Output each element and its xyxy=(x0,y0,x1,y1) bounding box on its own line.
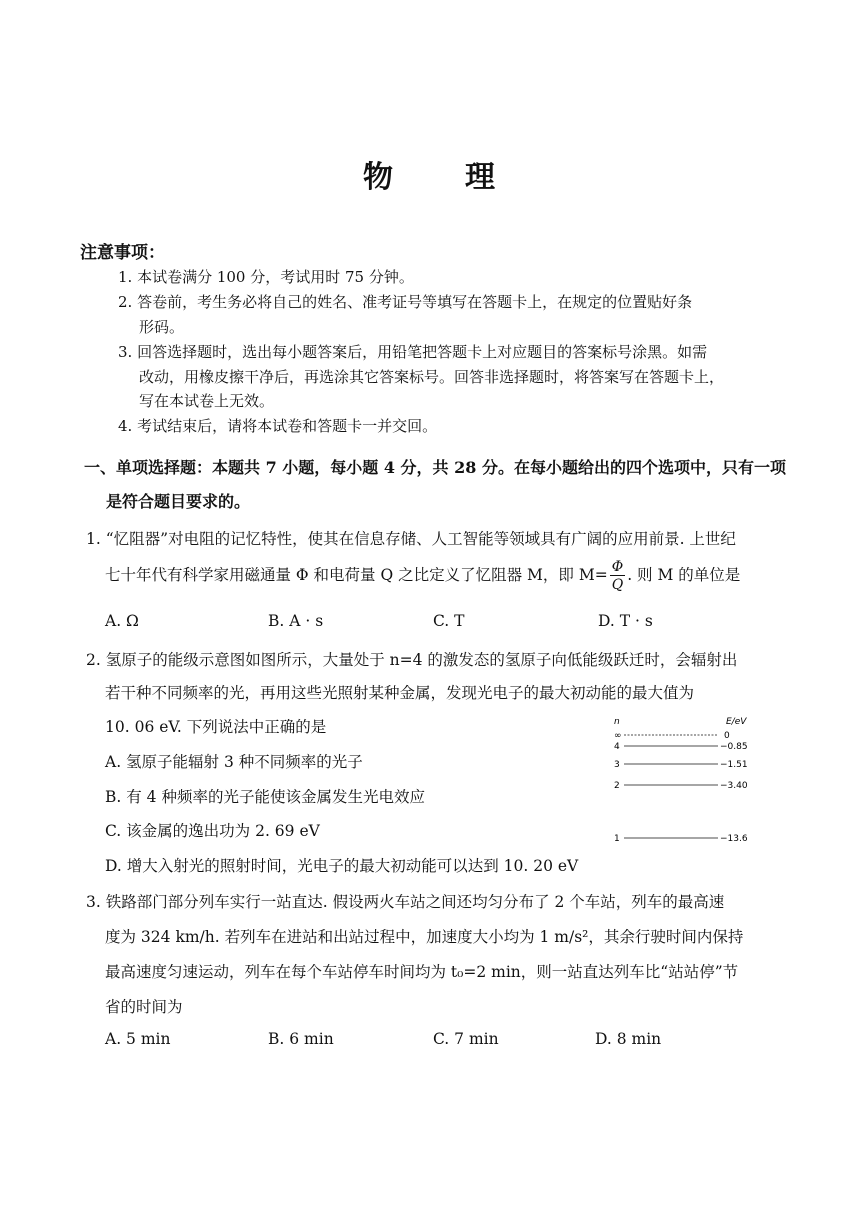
q1-option-a: A. Ω xyxy=(105,612,139,630)
q2-option-a: A. 氢原子能辐射 3 种不同频率的光子 xyxy=(105,753,363,771)
q1-option-c: C. T xyxy=(433,612,465,630)
level-1-n: 1 xyxy=(614,834,620,844)
notice-item-3-cont2: 写在本试卷上无效。 xyxy=(139,392,275,410)
notice-heading: 注意事项： xyxy=(80,243,165,263)
diagram-e-label: E/eV xyxy=(726,717,747,727)
energy-level-diagram xyxy=(606,713,766,853)
diagram-n-label: n xyxy=(614,717,620,727)
q1-frac-den: Q xyxy=(611,577,624,593)
level-1-e: −13.6 xyxy=(720,834,748,844)
q1-stem-post: . 则 M 的单位是 xyxy=(627,566,741,584)
q2-option-c: C. 该金属的逸出功为 2. 69 eV xyxy=(105,822,320,840)
q3-stem-line1: 3. 铁路部门部分列车实行一站直达. 假设两火车站之间还均匀分布了 2 个车站，列车的最高速 xyxy=(86,893,725,911)
level-inf-e: 0 xyxy=(724,731,730,741)
q2-option-b: B. 有 4 种频率的光子能使该金属发生光电效应 xyxy=(105,788,425,806)
q1-fraction xyxy=(610,560,625,592)
section-1-heading-cont: 是符合题目要求的。 xyxy=(106,492,251,511)
q1-option-b: B. A · s xyxy=(268,612,324,630)
q3-option-b: B. 6 min xyxy=(268,1030,334,1048)
page-title xyxy=(0,152,860,196)
notice-item-2-cont: 形码。 xyxy=(139,318,185,336)
level-3-e: −1.51 xyxy=(720,760,748,770)
notice-item-3-cont: 改动，用橡皮擦干净后，再选涂其它答案标号。回答非选择题时，将答案写在答题卡上， xyxy=(139,368,725,386)
level-inf-n: ∞ xyxy=(614,731,622,741)
q2-stem-line3: 10. 06 eV. 下列说法中正确的是 xyxy=(105,718,327,736)
q2-stem-line1: 2. 氢原子的能级示意图如图所示，大量处于 n=4 的激发态的氢原子向低能级跃迁时，会辐射出 xyxy=(86,651,738,669)
q3-option-c: C. 7 min xyxy=(433,1030,499,1048)
q1-stem-line1: 1. “忆阻器”对电阻的记忆特性，使其在信息存储、人工智能等领域具有广阔的应用前景. 上世纪 xyxy=(86,530,736,548)
q2-option-d: D. 增大入射光的照射时间，光电子的最大初动能可以达到 10. 20 eV xyxy=(105,857,579,875)
q3-option-d: D. 8 min xyxy=(595,1030,662,1048)
q1-option-d: D. T · s xyxy=(598,612,653,630)
level-2-n: 2 xyxy=(614,781,620,791)
q1-stem-line2 xyxy=(105,560,740,592)
section-1-heading: 一、单项选择题：本题共 7 小题，每小题 4 分，共 28 分。在每小题给出的四个选项中，只有一项 xyxy=(84,458,786,477)
q3-stem-line3: 最高速度匀速运动，列车在每个车站停车时间均为 t₀=2 min，则一站直达列车比“站站停”节 xyxy=(105,963,739,981)
q3-stem-line4: 省的时间为 xyxy=(105,998,183,1016)
level-2-e: −3.40 xyxy=(720,781,748,791)
q3-option-a: A. 5 min xyxy=(105,1030,171,1048)
notice-item-3: 3. 回答选择题时，选出每小题答案后，用铅笔把答题卡上对应题目的答案标号涂黑。如需 xyxy=(118,343,708,361)
q2-stem-line2: 若干种不同频率的光，再用这些光照射某种金属，发现光电子的最大初动能的最大值为 xyxy=(105,684,695,702)
level-4-e: −0.85 xyxy=(720,742,748,752)
level-4-n: 4 xyxy=(614,742,620,752)
title-char-2: 理 xyxy=(465,160,497,195)
q1-frac-num: Φ xyxy=(611,559,624,575)
notice-item-4: 4. 考试结束后，请将本试卷和答题卡一并交回。 xyxy=(118,417,438,435)
notice-item-1: 1. 本试卷满分 100 分，考试用时 75 分钟。 xyxy=(118,268,414,286)
notice-item-2: 2. 答卷前，考生务必将自己的姓名、准考证号等填写在答题卡上，在规定的位置贴好条 xyxy=(118,293,693,311)
level-3-n: 3 xyxy=(614,760,620,770)
q1-stem-pre: 七十年代有科学家用磁通量 Φ 和电荷量 Q 之比定义了忆阻器 M，即 M= xyxy=(105,566,608,584)
q3-stem-line2: 度为 324 km/h. 若列车在进站和出站过程中，加速度大小均为 1 m/s²，其余行驶时间内保持 xyxy=(105,928,744,946)
title-char-1: 物 xyxy=(363,160,395,195)
